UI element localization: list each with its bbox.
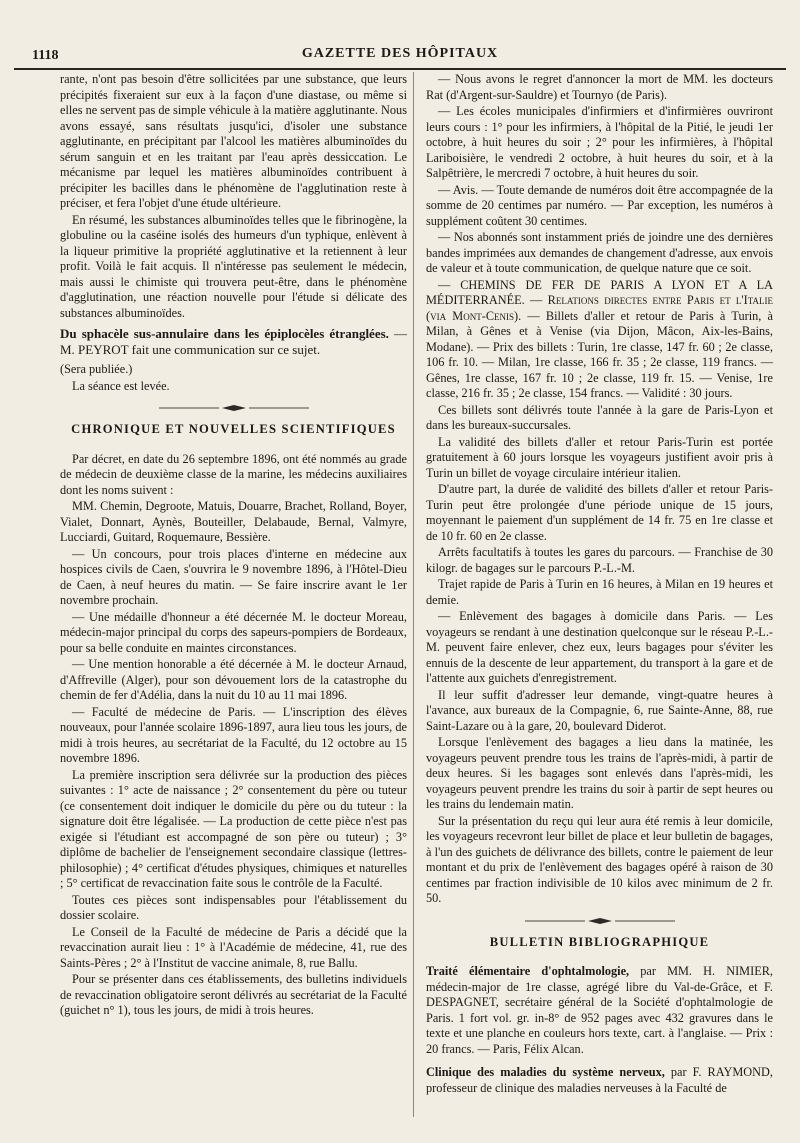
- paragraph: Lorsque l'enlèvement des bagages a lieu dans la matinée, les voyageurs peuvent prendre tous les trains de l'après-midi, à partir de deux heures. Si les bagages sont enlevés dans l'après-midi, les voyageurs peuvent prendre les trains du soir à partir de sept heures ou les trains du lendemain matin.: [426, 735, 773, 811]
- ornament-divider: [426, 917, 773, 925]
- paragraph: MM. Chemin, Degroote, Matuis, Douarre, Brachet, Rolland, Boyer, Vialet, Donnart, Aynès, Bouteiller, Delabaude, Bernal, Valmyre, Lucciardi, Guitard, Roquemaure, Bessière.: [60, 499, 407, 544]
- paragraph: En résumé, les substances albuminoïdes telles que le fibrinogène, la globuline ou la caséine isolés des humeurs d'un typhique, enlèvent à la liqueur primitive la propriété agglutinative et la retiennent à leur profit. Voilà le fait acquis. Il n'intéresse pas seulement le médecin, mais aussi le chimiste qui trouvera peut-être, dans le phénomène d'agglutination, une réaction nouvelle pour l'étude si délicate des substances albuminoïdes.: [60, 212, 407, 320]
- communication-title: [60, 326, 407, 358]
- paragraph: — Les écoles municipales d'infirmiers et d'infirmières ouvriront leurs cours : 1° pour les infirmiers, à l'hôpital de la Pitié, le jeudi 1er octobre, à huit heures du soir ; 2° pour les infirmières, à l'hôpital Lariboisière, le vendredi 2 octobre, à huit heures du soir, et à la Salpêtrière, le mercredi 7 octobre, à huit heures du soir.: [426, 104, 773, 180]
- paragraph: Ces billets sont délivrés toute l'année à la gare de Paris-Lyon et dans les bureaux-succursales.: [426, 402, 773, 432]
- ornament-divider: [60, 404, 407, 412]
- book-details: par MM. H. NIMIER, médecin-major de 1re classe, agrégé libre du Val-de-Grâce, et F. DESPAGNET, secrétaire général de la Société d'ophtalmologie de Paris. 1 fort vol. gr. in-8° de 952 pages avec 432 gravures dans le texte et une planche en couleurs hors texte, cart. à l'anglaise. — Prix : 20 francs. — Paris, Félix Alcan.: [426, 964, 773, 1056]
- bibliography-entry: [426, 964, 773, 1057]
- article-heading: Du sphacèle sus-annulaire dans les épiplocèles étranglées.: [60, 326, 389, 341]
- paragraph: D'autre part, la durée de validité des billets d'aller et retour Paris-Turin peut être prolongée d'une période unique de 15 jours, moyennant le paiement d'un supplément de 14 fr. 75 en 1re classe et de 10 fr. 60 en 2e classe.: [426, 482, 773, 543]
- running-head: GAZETTE DES HÔPITAUX: [301, 46, 499, 61]
- bibliography-entry: [426, 1065, 773, 1096]
- paragraph: — Faculté de médecine de Paris. — L'inscription des élèves nouveaux, pour l'année scolaire 1896-1897, aura lieu tous les jours, de midi à trois heures, au secrétariat de la Faculté, du 12 octobre au 15 novembre 1896.: [60, 704, 407, 765]
- paragraph: La première inscription sera délivrée sur la production des pièces suivantes : 1° acte de naissance ; 2° consentement du père ou tuteur (ce consentement doit indiquer le domicile du père ou du tuteur : la signature doit être légalisée. — La production de cette pièce n'est pas exigée si l'étudiant est accompagné de son père ou tuteur) ; 3° diplôme de bachelier de l'enseignement secondaire classique (lettres-philosophie) ; 4° certificat d'études physiques, chimiques et naturelles ; 5° certificat de revaccination faite sous le contrôle de la Faculté.: [60, 767, 407, 890]
- paragraph: Pour se présenter dans ces établissements, des bulletins individuels de revaccination obligatoire seront délivrés au secrétariat de la Faculté (guichet n° 1), tous les jours, de midi à trois heures.: [60, 972, 407, 1017]
- publication-note: (Sera publiée.): [60, 362, 133, 376]
- session-closed: La séance est levée.: [72, 378, 170, 393]
- left-column: [60, 72, 407, 1020]
- article-heading-rest: — M. PEYROT fait une communication sur ce sujet.: [60, 326, 407, 357]
- section-title: CHRONIQUE ET NOUVELLES SCIENTIFIQUES: [71, 422, 396, 436]
- page-header: [14, 10, 786, 68]
- railway-text: — Billets d'aller et retour de Paris à Turin, à Milan, à Gênes et à Venise (via Dijon, Mâcon, Aix-les-Bains, Modane). — Prix des billets : Turin, 1re classe, 147 fr. 60 ; 2e classe, 106 fr. 10. — Milan, 1re classe, 166 fr. 35 ; 2e classe, 119 francs. — Gênes, 1re classe, 167 fr. 10 ; 2e classe, 119 fr. 15. — Venise, 1re classe, 216 fr. 35 ; 2e classe, 154 francs. — Validité : 30 jours.: [426, 308, 774, 400]
- paragraph: Il leur suffit d'adresser leur demande, vingt-quatre heures à l'avance, aux bureaux de la Compagnie, 6, rue Sainte-Anne, 88, rue Saint-Lazare ou à la gare, 20, boulevard Diderot.: [426, 687, 773, 733]
- header-rule: [14, 68, 786, 70]
- paragraph: — Un concours, pour trois places d'interne en médecine aux hospices civils de Caen, s'ouvrira le 9 novembre 1896, à l'Hôtel-Dieu de Caen, à neuf heures du matin. — Se faire inscrire avant le 1er novembre prochain.: [60, 546, 407, 607]
- paragraph: La validité des billets d'aller et retour Paris-Turin est portée gratuitement à 60 jours lorsque les voyageurs justifient avoir pris à Turin un billet de voyage circulaire intérieur italien.: [426, 434, 773, 480]
- paragraph: — Nous avons le regret d'annoncer la mort de MM. les docteurs Rat (d'Argent-sur-Sauldre) et Tournyo (de Paris).: [426, 72, 773, 102]
- paragraph: — Une mention honorable a été décernée à M. le docteur Arnaud, d'Affreville (Alger), pour son dévouement lors de la catastrophe du chemin de fer d'Adélia, dans la nuit du 10 au 11 mai 1896.: [60, 657, 407, 702]
- paragraph: Sur la présentation du reçu qui leur aura été remis à leur domicile, les voyageurs recevront leur billet de place et leur bulletin de bagages, à l'un des guichets de délivrance des billets, contre le paiement de leur montant et du prix de l'enlèvement des bagages opéré à raison de 30 centimes par fraction indivisible de 10 kilos avec minimum de 2 fr. 50.: [426, 813, 773, 905]
- right-column: [426, 72, 773, 1097]
- book-title: Clinique des maladies du système nerveux,: [426, 1065, 665, 1079]
- paragraph: Par décret, en date du 26 septembre 1896, ont été nommés au grade de médecin de deuxième classe de la marine, les médecins auxiliaires dont les noms suivent :: [60, 451, 407, 497]
- paragraph: — Une médaille d'honneur a été décernée M. le docteur Moreau, médecin-major principal du corps des sapeurs-pompiers de Bordeaux, pour sa belle conduite en maintes circonstances.: [60, 609, 407, 655]
- railway-notice: [426, 278, 773, 402]
- bibliography-title: BULLETIN BIBLIOGRAPHIQUE: [489, 934, 710, 949]
- page-number: 1118: [32, 48, 59, 63]
- paragraph: Le Conseil de la Faculté de médecine de Paris a décidé que la revaccination aurait lieu : 1° à l'Académie de médecine, 41, rue des Saints-Pères ; 2° à l'Institut de vaccine animale, 8, rue Ballu.: [60, 924, 407, 970]
- paragraph: rante, n'ont pas besoin d'être sollicitées par une substance, que leurs précipités fixeraient sur eux à la façon d'une diastase, ou même si elles ne servent pas de simple véhicule à la matière agglutinante. Nous avons essayé, sans résultats jusqu'ici, d'isoler une substance agglutinante, en précipitant par l'alcool les matières albuminoïdes du sérum sanguin et en les traitant par l'eau après dessiccation. Le mécanisme par lequel les matières albuminoïdes contribuent à précipiter les bacilles dans le phénomène de l'agglutination reste à préciser, et fera l'objet d'une étude ultérieure.: [60, 72, 407, 210]
- book-title: Traité élémentaire d'ophtalmologie,: [426, 964, 630, 978]
- paragraph: Trajet rapide de Paris à Turin en 16 heures, à Milan en 19 heures et demie.: [426, 577, 773, 607]
- paragraph: — Nos abonnés sont instamment priés de joindre une des dernières bandes imprimées aux demandes de changement d'adresse, aux envois de valeur et à toute communication, de quelque nature que ce soit.: [426, 230, 773, 275]
- book-details: par F. RAYMOND, professeur de clinique des maladies nerveuses à la Faculté de: [426, 1065, 773, 1095]
- column-divider: [413, 72, 414, 1117]
- paragraph: Toutes ces pièces sont indispensables pour l'établissement du dossier scolaire.: [60, 892, 407, 922]
- railway-heading: — CHEMINS DE FER DE PARIS A LYON ET A LA MÉDITERRANÉE. — Relations directes entre Paris et l'Italie (via Mont-Cenis).: [426, 277, 773, 323]
- paragraph: — Avis. — Toute demande de numéros doit être accompagnée de la somme de 20 centimes par numéro. — Par exception, les numéros à supplément coûtent 30 centimes.: [426, 182, 773, 228]
- paragraph: Arrêts facultatifs à toutes les gares du parcours. — Franchise de 30 kilogr. de bagages sur le parcours P.-L.-M.: [426, 545, 773, 575]
- paragraph: — Enlèvement des bagages à domicile dans Paris. — Les voyageurs se rendant à une destination quelconque sur le réseau P.-L.-M. peuvent faire enlever, chez eux, leurs bagages pour s'éviter les ennuis de la descente de leur appartement, du transport à la gare et de l'attente aux guichets d'enregistrement.: [426, 609, 773, 685]
